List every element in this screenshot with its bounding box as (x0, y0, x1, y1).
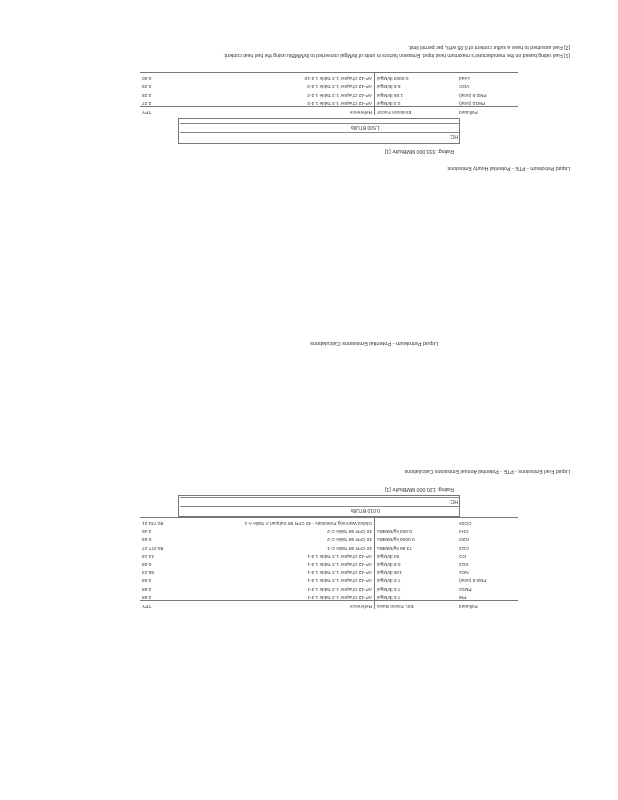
cell-pollutant: PM10 (459, 585, 472, 591)
cell-factor: 0.0006 kg/MMBtu (375, 534, 458, 542)
column-header-tpy: TPY (140, 106, 181, 115)
meta-label: HC: (449, 498, 458, 504)
cell-pollutant: CO (459, 552, 467, 558)
cell-tpy: 0.00 (140, 72, 181, 81)
meta-value: 1,500 BTU/lb (350, 124, 380, 130)
cell-factor: 73.96 kg/MMBtu (375, 542, 458, 550)
cell-reference: AP-42 Chapter 1.3 Table 1.3-1 (307, 560, 372, 566)
stack-section-heading: Liquid Petroleum - PTE - Potential Hourly Emissions (447, 165, 570, 171)
liquid-fuel-emissions-table (140, 517, 518, 609)
cell-factor: 7.0 lb/Mgal (375, 583, 458, 591)
cell-pollutant: SO2 (459, 560, 469, 566)
cell-factor: 0.0003 lb/Mgal (375, 72, 458, 81)
cell-reference: AP-42 Chapter 1.3 Table 1.3-1 (307, 569, 372, 575)
stack-emissions-table (140, 72, 518, 115)
table-row (140, 534, 518, 542)
cell-tpy: 3.46 (142, 528, 152, 534)
cell-reference: AP-42 Chapter 1.3 Table 1.3-1 (307, 593, 372, 599)
table-row (140, 592, 518, 601)
column-header-tpy: TPY (140, 600, 181, 609)
cell-pollutant: NOx (459, 569, 469, 575)
cell-pollutant: CO2 (459, 544, 469, 550)
cell-reference: 40 CFR 98 Table C-2 (327, 536, 372, 542)
table-row (140, 517, 518, 526)
cell-reference: AP-42 Chapter 1.3 Table 1.3-3 (307, 83, 372, 89)
stack-rating-line: Rating: 333,000 MMBtu/hr [1] (384, 148, 454, 154)
cell-tpy: 0.69 (142, 536, 152, 542)
cell-reference: Global Warming Potentials - 40 CFR 98 Subpart A Table A-1 (181, 517, 375, 526)
cell-reference: AP-42 Chapter 1.3 Table 1.3-2 (307, 99, 372, 105)
cell-pollutant: N2O (459, 536, 469, 542)
cell-tpy: 3.68 (142, 593, 152, 599)
column-header-pollutant: Pollutant (457, 106, 518, 115)
cell-tpy: 3.68 (142, 577, 152, 583)
cell-reference: AP-42 Chapter 1.3 Table 1.3-1 (307, 577, 372, 583)
cell-factor: 105 lb/Mgal (375, 567, 458, 575)
table-row (140, 89, 518, 97)
table-row (140, 72, 518, 81)
cell-factor: 0.8 lb/Mgal (375, 559, 458, 567)
column-header-factor: Em. Factor Basis (375, 600, 458, 609)
cell-factor: 1.55 lb/Mgal (375, 89, 458, 97)
cell-reference: AP-42 Chapter 1.3 Table 1.3-1 (307, 585, 372, 591)
table-row (140, 551, 518, 559)
footnote: [1] Fuel rating based on the manufacturer's maximum heat input. Emission factors in units of lb/Mgal converted to lb/MMBtu using the fuel heat content. (223, 52, 570, 58)
cell-pollutant: CH4 (459, 528, 469, 534)
meta-value: 0.010 BTU/lb (350, 507, 380, 513)
table-row (140, 81, 518, 89)
table-row (140, 583, 518, 591)
cell-pollutant: CO2e (457, 517, 518, 526)
cell-pollutant: VOC (459, 83, 470, 89)
table-header-row (140, 106, 518, 115)
cell-reference: AP-42 Chapter 1.3 Table 1.3-10 (181, 72, 375, 81)
cell-pollutant: PM2.5 (total) (459, 91, 487, 97)
cell-pollutant: PM (459, 593, 467, 599)
column-header-pollutant: Pollutant (457, 600, 518, 609)
document-title: Liquid Petroleum - Potential Emissions Calculations (310, 340, 438, 346)
cell-pollutant: PM2.5 (total) (459, 577, 487, 583)
table-header-row (140, 600, 518, 609)
cell-reference: 40 CFR 98 Table C-2 (327, 528, 372, 534)
cell-reference: 40 CFR 98 Table C-1 (327, 544, 372, 550)
cell-pollutant: Lead (457, 72, 518, 81)
cell-tpy: 85,734.21 (140, 517, 181, 526)
column-header-factor: Emission Factor (375, 106, 458, 115)
liquid-fuel-meta-box (178, 495, 460, 517)
cell-tpy: 3.68 (142, 585, 152, 591)
cell-reference: AP-42 Chapter 1.3 Table 1.3-2 (307, 91, 372, 97)
liquid-fuel-rating-line: Rating: 120.000 MMBtu/hr [1] (384, 486, 454, 492)
cell-tpy: 0.29 (142, 83, 152, 89)
cell-tpy: 85,377.47 (142, 544, 164, 550)
cell-pollutant: PM10 (total) (459, 99, 486, 105)
cell-factor: 84 lb/Mgal (375, 551, 458, 559)
column-header-reference: Reference (181, 106, 375, 115)
stack-meta-box (178, 118, 460, 144)
footnote: [2] Fuel assumed to have a sulfur content of 0.05 wt%, per permit limit. (407, 44, 570, 50)
cell-factor: 0.003 kg/MMBtu (375, 526, 458, 534)
table-row (140, 526, 518, 534)
table-row (140, 98, 518, 107)
cell-factor: 7.0 lb/Mgal (375, 592, 458, 601)
cell-factor (375, 517, 458, 526)
cell-tpy: 3.37 (142, 99, 152, 105)
cell-factor: 2.3 lb/Mgal (375, 98, 458, 107)
table-row (140, 575, 518, 583)
table-row (140, 542, 518, 550)
cell-tpy: 44.19 (142, 552, 155, 558)
meta-label: HC: (449, 133, 458, 139)
cell-tpy: 55.23 (142, 569, 155, 575)
cell-reference: AP-42 Chapter 1.3 Table 1.3-1 (307, 552, 372, 558)
cell-tpy: 0.08 (142, 560, 152, 566)
table-row (140, 559, 518, 567)
cell-factor: 7.0 lb/Mgal (375, 575, 458, 583)
column-header-reference: Reference (181, 600, 375, 609)
cell-tpy: 2.25 (142, 91, 152, 97)
table-row (140, 567, 518, 575)
liquid-fuel-section-heading: Liquid Fuel Emissions - PTE - Potential Annual Emissions Calculations (404, 468, 570, 474)
cell-factor: 5.5 lb/Mgal (375, 81, 458, 89)
